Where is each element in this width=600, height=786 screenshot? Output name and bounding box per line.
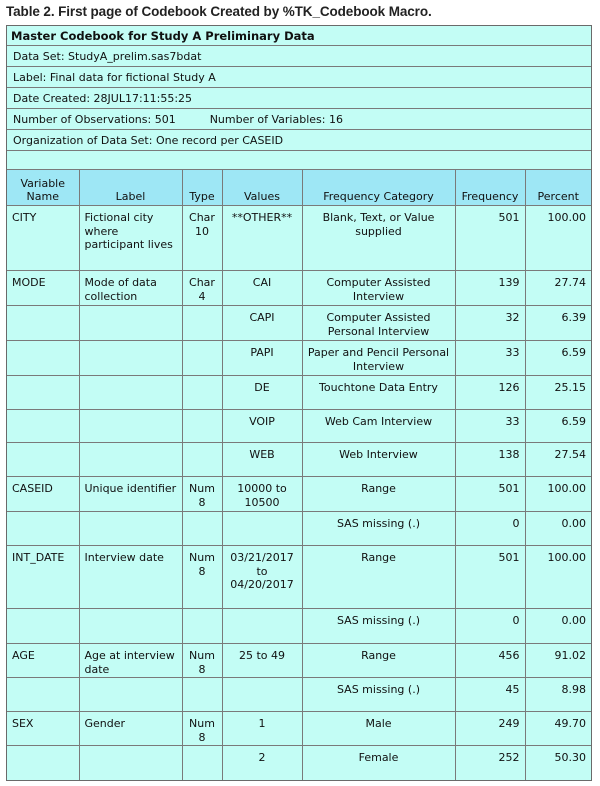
frequency-category-cell: SAS missing (.) (302, 609, 455, 644)
percent-cell: 50.30 (525, 746, 591, 780)
frequency-cell: 45 (455, 678, 525, 712)
type-cell: Num 8 (182, 712, 222, 746)
frequency-category-cell: Male (302, 712, 455, 746)
type-cell (182, 376, 222, 410)
label-cell (79, 746, 182, 780)
frequency-category-cell: Computer Assisted Interview (302, 271, 455, 306)
codebook-title: Master Codebook for Study A Preliminary Data (7, 26, 591, 46)
table-row (7, 271, 591, 306)
spacer-line (7, 151, 591, 170)
values-cell (222, 678, 302, 712)
label-cell (79, 376, 182, 410)
table-row (7, 546, 591, 609)
label-cell: Gender (79, 712, 182, 746)
col-header-values: Values (222, 170, 302, 206)
codebook-panel (6, 25, 592, 781)
type-cell (182, 410, 222, 443)
col-header-variable-name: Variable Name (7, 170, 79, 206)
values-cell: DE (222, 376, 302, 410)
frequency-category-cell: Range (302, 546, 455, 609)
type-cell (182, 443, 222, 477)
type-cell: Num 8 (182, 477, 222, 512)
table-row (7, 609, 591, 644)
label-cell: Interview date (79, 546, 182, 609)
frequency-cell: 249 (455, 712, 525, 746)
frequency-category-cell: Computer Assisted Personal Interview (302, 306, 455, 341)
data-set-line: Data Set: StudyA_prelim.sas7bdat (7, 46, 591, 67)
variable-name-cell: MODE (7, 271, 79, 306)
type-cell (182, 609, 222, 644)
percent-cell: 6.39 (525, 306, 591, 341)
organization-line: Organization of Data Set: One record per CASEID (7, 130, 591, 151)
frequency-category-cell: Paper and Pencil Personal Interview (302, 341, 455, 376)
counts-line (7, 109, 591, 130)
frequency-cell: 139 (455, 271, 525, 306)
table-row (7, 443, 591, 477)
label-cell (79, 341, 182, 376)
table-row (7, 644, 591, 678)
values-cell: **OTHER** (222, 206, 302, 271)
type-cell (182, 512, 222, 546)
percent-cell: 49.70 (525, 712, 591, 746)
frequency-cell: 456 (455, 644, 525, 678)
label-cell (79, 678, 182, 712)
frequency-cell: 501 (455, 206, 525, 271)
values-cell: 25 to 49 (222, 644, 302, 678)
frequency-category-cell: SAS missing (.) (302, 678, 455, 712)
percent-cell: 100.00 (525, 206, 591, 271)
percent-cell: 27.54 (525, 443, 591, 477)
table-row (7, 376, 591, 410)
percent-cell: 6.59 (525, 341, 591, 376)
header-row (7, 170, 591, 206)
col-header-label: Label (79, 170, 182, 206)
frequency-category-cell: Web Interview (302, 443, 455, 477)
label-cell (79, 443, 182, 477)
values-cell (222, 609, 302, 644)
table-row (7, 678, 591, 712)
table-row (7, 477, 591, 512)
col-header-percent: Percent (525, 170, 591, 206)
percent-cell: 0.00 (525, 609, 591, 644)
frequency-category-cell: Touchtone Data Entry (302, 376, 455, 410)
values-cell: WEB (222, 443, 302, 477)
frequency-cell: 33 (455, 341, 525, 376)
values-cell: 2 (222, 746, 302, 780)
percent-cell: 100.00 (525, 477, 591, 512)
variable-name-cell (7, 443, 79, 477)
variable-name-cell: INT_DATE (7, 546, 79, 609)
frequency-category-cell: Range (302, 477, 455, 512)
frequency-cell: 32 (455, 306, 525, 341)
percent-cell: 0.00 (525, 512, 591, 546)
label-cell: Mode of data collection (79, 271, 182, 306)
type-cell: Num 8 (182, 546, 222, 609)
label-cell (79, 609, 182, 644)
percent-cell: 100.00 (525, 546, 591, 609)
values-cell: 1 (222, 712, 302, 746)
variable-name-cell (7, 306, 79, 341)
col-header-frequency: Frequency (455, 170, 525, 206)
variable-name-cell (7, 512, 79, 546)
variable-name-cell (7, 410, 79, 443)
variable-name-cell (7, 376, 79, 410)
variable-name-cell: SEX (7, 712, 79, 746)
frequency-cell: 501 (455, 546, 525, 609)
label-cell (79, 512, 182, 546)
percent-cell: 91.02 (525, 644, 591, 678)
values-cell: VOIP (222, 410, 302, 443)
percent-cell: 6.59 (525, 410, 591, 443)
variable-name-cell: CASEID (7, 477, 79, 512)
variable-name-cell (7, 341, 79, 376)
type-cell (182, 746, 222, 780)
frequency-cell: 0 (455, 512, 525, 546)
table-row (7, 306, 591, 341)
date-created-line: Date Created: 28JUL17:11:55:25 (7, 88, 591, 109)
label-cell (79, 306, 182, 341)
frequency-cell: 252 (455, 746, 525, 780)
values-cell: CAPI (222, 306, 302, 341)
frequency-category-cell: Web Cam Interview (302, 410, 455, 443)
frequency-cell: 33 (455, 410, 525, 443)
type-cell: Num 8 (182, 644, 222, 678)
frequency-category-cell: Female (302, 746, 455, 780)
values-cell: 03/21/2017 to 04/20/2017 (222, 546, 302, 609)
frequency-category-cell: SAS missing (.) (302, 512, 455, 546)
col-header-frequency-category: Frequency Category (302, 170, 455, 206)
variable-name-cell (7, 678, 79, 712)
label-cell: Unique identifier (79, 477, 182, 512)
type-cell (182, 341, 222, 376)
type-cell: Char 10 (182, 206, 222, 271)
type-cell (182, 306, 222, 341)
values-cell: 10000 to 10500 (222, 477, 302, 512)
type-cell (182, 678, 222, 712)
values-cell (222, 512, 302, 546)
table-row (7, 746, 591, 780)
percent-cell: 8.98 (525, 678, 591, 712)
label-cell: Age at interview date (79, 644, 182, 678)
col-header-type: Type (182, 170, 222, 206)
label-cell: Fictional city where participant lives (79, 206, 182, 271)
frequency-cell: 138 (455, 443, 525, 477)
table-row (7, 512, 591, 546)
values-cell: CAI (222, 271, 302, 306)
variable-name-cell (7, 609, 79, 644)
frequency-category-cell: Range (302, 644, 455, 678)
table-row (7, 410, 591, 443)
variable-name-cell (7, 746, 79, 780)
frequency-cell: 0 (455, 609, 525, 644)
num-observations: Number of Observations: 501 (13, 112, 176, 126)
frequency-category-cell: Blank, Text, or Value supplied (302, 206, 455, 271)
table-row (7, 712, 591, 746)
type-cell: Char 4 (182, 271, 222, 306)
label-line: Label: Final data for fictional Study A (7, 67, 591, 88)
values-cell: PAPI (222, 341, 302, 376)
percent-cell: 27.74 (525, 271, 591, 306)
codebook-table (7, 170, 591, 780)
label-cell (79, 410, 182, 443)
frequency-cell: 501 (455, 477, 525, 512)
table-caption: Table 2. First page of Codebook Created by %TK_Codebook Macro. (6, 4, 432, 19)
variable-name-cell: AGE (7, 644, 79, 678)
frequency-cell: 126 (455, 376, 525, 410)
table-row (7, 206, 591, 271)
percent-cell: 25.15 (525, 376, 591, 410)
num-variables: Number of Variables: 16 (209, 112, 343, 126)
table-row (7, 341, 591, 376)
variable-name-cell: CITY (7, 206, 79, 271)
